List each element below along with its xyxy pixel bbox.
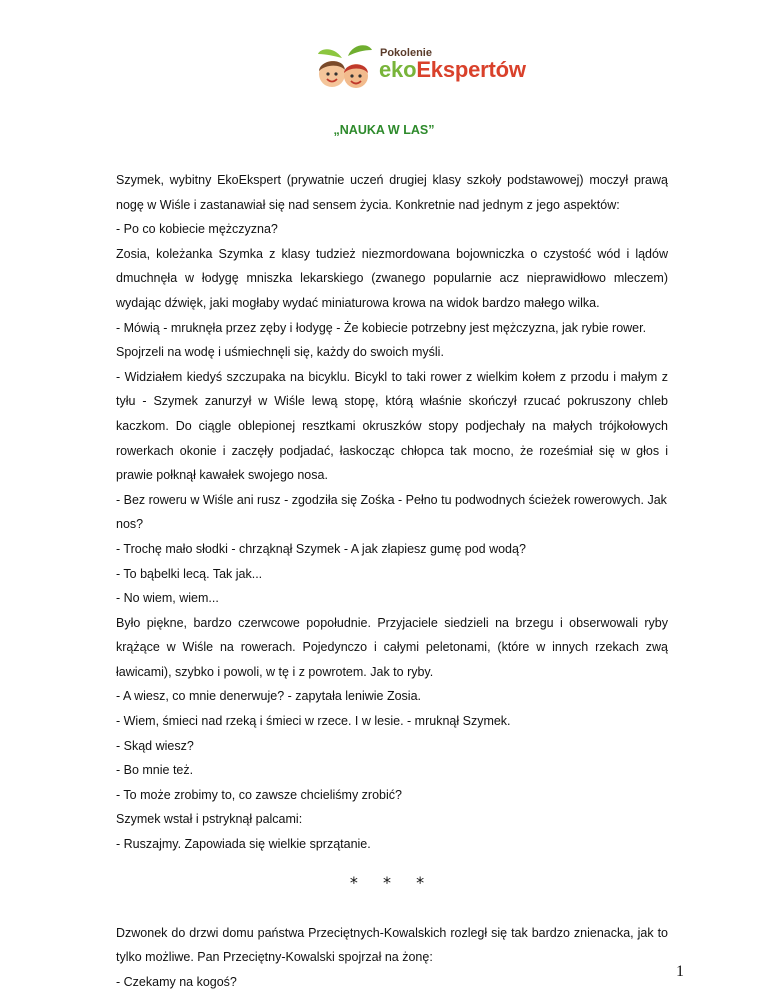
document-title: „NAUKA W LAS” <box>333 123 435 137</box>
paragraph: Szymek wstał i pstryknął palcami: <box>116 812 303 827</box>
paragraph: Zosia, koleżanka Szymka z klasy tudzież niezmordowana bojowniczka o czystość wód i lądów dmuchnęła w łodygę mniszka lekarskiego (zwanego popularnie acz nieprawidłowo mleczem) wydając dźwięk, jaki mogłaby wydać miniaturowa krowa na widok bardzo małego wilka. <box>116 246 668 310</box>
paragraph: - Trochę mało słodki - chrząknął Szymek - A jak złapiesz gumę pod wodą? <box>116 541 526 556</box>
paragraph: - Bez roweru w Wiśle ani rusz - zgodziła się Zośka - Pełno tu podwodnych ścieżek rowerowych. Jak nos? <box>116 492 667 532</box>
paragraph: Spojrzeli na wodę i uśmiechnęli się, każdy do swoich myśli. <box>116 345 444 360</box>
paragraph: - Widziałem kiedyś szczupaka na bicyklu. Bicykl to taki rower z wielkim kołem z przodu i małym z tyłu - Szymek zanurzył w Wiśle lewą stopę, którą właśnie skończył rzucać pokruszony chleb kaczkom. Do ciągle oblepionej resztkami okruszków stopy podjechały na małych trójkołowych rowerkach okonie i zaczęły podjadać, łaskocząc chłopca tak mocno, że roześmiał się w głos i prawie połknął kawałek swojego nosa. <box>116 369 668 483</box>
paragraph: - Wiem, śmieci nad rzeką i śmieci w rzece. I w lesie. - mruknął Szymek. <box>116 714 511 729</box>
paragraph: - Skąd wiesz? <box>116 738 194 753</box>
paragraph: - To może zrobimy to, co zawsze chcieliśmy zrobić? <box>116 787 402 802</box>
paragraph: - Czekamy na kogoś? <box>116 974 237 989</box>
logo-kids-icon <box>312 44 382 96</box>
page-number: 1 <box>676 963 684 980</box>
logo <box>312 44 542 96</box>
section-separator: * * * <box>349 872 435 892</box>
logo-subtitle: Pokolenie <box>380 47 432 59</box>
paragraph: - Ruszajmy. Zapowiada się wielkie sprzątanie. <box>116 837 371 852</box>
logo-brand-name <box>379 57 526 83</box>
paragraph: Dzwonek do drzwi domu państwa Przeciętnych-Kowalskich rozległ się tak bardzo znienacka, jak to tylko możliwe. Pan Przeciętny-Kowalski spojrzał na żonę: <box>116 925 668 965</box>
paragraph: - Mówią - mruknęła przez zęby i łodygę - Że kobiecie potrzebny jest mężczyzna, jak rybie rower. <box>116 320 647 335</box>
logo-brand-eko: eko <box>379 57 417 82</box>
paragraph: - To bąbelki lecą. Tak jak... <box>116 566 263 581</box>
paragraph: - A wiesz, co mnie denerwuje? - zapytała leniwie Zosia. <box>116 689 422 704</box>
paragraph: - Po co kobiecie mężczyzna? <box>116 222 278 237</box>
paragraph: - No wiem, wiem... <box>116 591 219 606</box>
paragraph: Szymek, wybitny EkoEkspert (prywatnie uczeń drugiej klasy szkoły podstawowej) moczył prawą nogę w Wiśle i zastanawiał się nad sensem życia. Konkretnie nad jednym z jego aspektów: <box>116 173 668 212</box>
paragraph: - Bo mnie też. <box>116 763 194 778</box>
logo-brand-rest: Ekspertów <box>416 57 526 82</box>
paragraph: Było piękne, bardzo czerwcowe popołudnie. Przyjaciele siedzieli na brzegu i obserwowali ryby krążące w Wiśle na rowerach. Pojedynczo i całymi peletonami, (które w innych rzekach zwą ławicami), szybko i powoli, w tę i z powrotem. Jak to ryby. <box>116 615 668 679</box>
document-body <box>116 168 668 994</box>
